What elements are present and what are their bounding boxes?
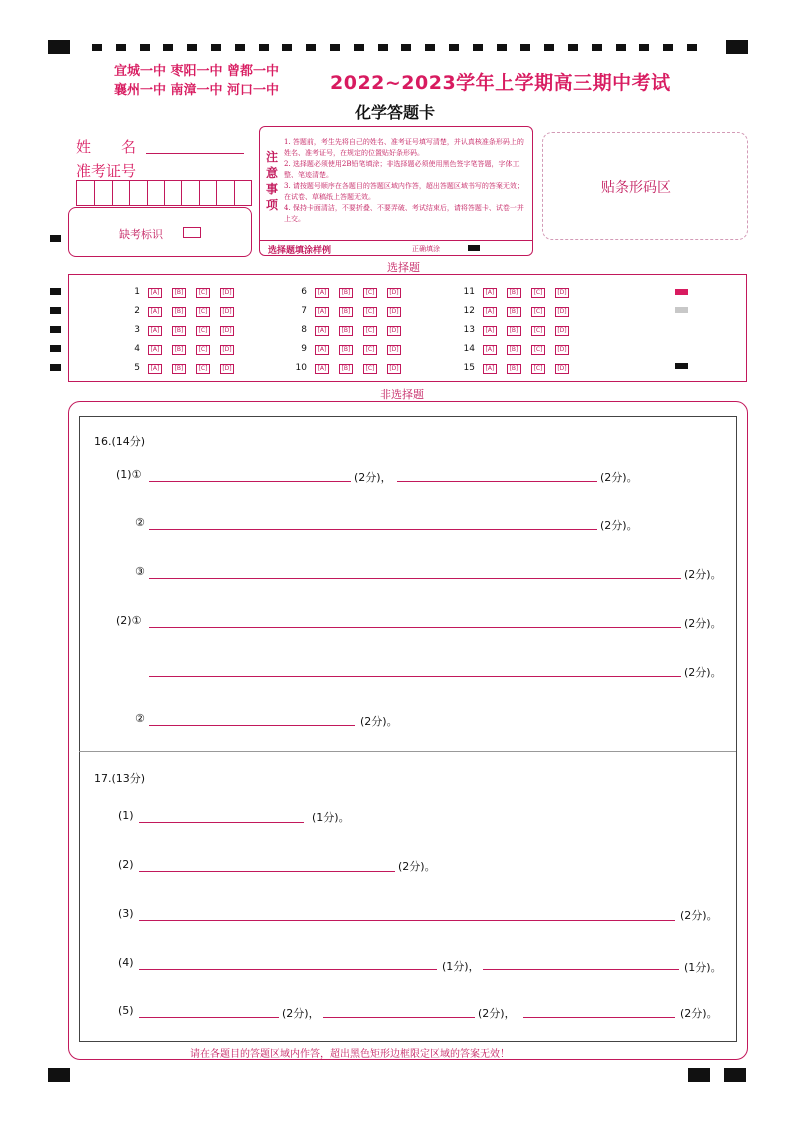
choice-option-d[interactable]: [D] bbox=[387, 288, 401, 298]
q16-2-2-label: ② bbox=[135, 712, 145, 725]
timing-dash bbox=[592, 44, 602, 51]
q17-3-blank[interactable] bbox=[139, 920, 675, 921]
exam-no-cell-divider bbox=[147, 181, 148, 205]
timing-dash bbox=[639, 44, 649, 51]
choice-number: 2 bbox=[134, 306, 140, 316]
q17-1-score: (1分)。 bbox=[312, 811, 350, 824]
barcode-area bbox=[542, 132, 748, 240]
school-row-2: 襄州一中 南漳一中 河口一中 bbox=[114, 83, 280, 98]
q16-1-2-label: ② bbox=[135, 516, 145, 529]
sample-label: 选择题填涂样例 bbox=[268, 246, 332, 256]
choice-option-b[interactable]: [B] bbox=[507, 326, 521, 336]
timing-dash bbox=[282, 44, 292, 51]
choice-option-b[interactable]: [B] bbox=[172, 364, 186, 374]
choice-option-a[interactable]: [A] bbox=[148, 345, 162, 355]
choice-section-label: 选择题 bbox=[387, 261, 420, 274]
timing-dash bbox=[544, 44, 554, 51]
pink-mark bbox=[675, 289, 688, 295]
school-list bbox=[114, 62, 279, 100]
choice-option-c[interactable]: [C] bbox=[196, 288, 210, 298]
q16-q17-divider bbox=[79, 751, 736, 752]
choice-option-d[interactable]: [D] bbox=[555, 307, 569, 317]
corner-mark-top-right bbox=[726, 40, 748, 54]
q16-part1-label: (1)① bbox=[116, 468, 142, 481]
timing-dash bbox=[449, 44, 459, 51]
choice-number: 11 bbox=[463, 287, 475, 297]
barcode-label: 贴条形码区 bbox=[601, 180, 671, 196]
black-mark bbox=[675, 363, 688, 369]
school-row-1: 宜城一中 枣阳一中 曾都一中 bbox=[114, 64, 280, 79]
q17-5-score-c: (2分)。 bbox=[680, 1007, 718, 1020]
notice-item-4: 4. 保持卡面清洁，不要折叠、不要弄破、考试结束后，请将答题卡、试卷一并上交。 bbox=[284, 204, 524, 223]
timing-dash bbox=[497, 44, 507, 51]
choice-option-a[interactable]: [A] bbox=[483, 307, 497, 317]
choice-option-d[interactable]: [D] bbox=[555, 364, 569, 374]
timing-dash bbox=[259, 44, 269, 51]
timing-mark-info bbox=[50, 235, 61, 242]
choice-number: 4 bbox=[134, 344, 140, 354]
choice-option-a[interactable]: [A] bbox=[148, 364, 162, 374]
timing-dash bbox=[520, 44, 530, 51]
q17-5-score-a: (2分)， bbox=[282, 1007, 320, 1020]
q16-2-1-blank-a[interactable] bbox=[149, 627, 681, 628]
q17-4-label: (4) bbox=[118, 956, 134, 969]
choice-number: 14 bbox=[463, 344, 475, 354]
notice-divider bbox=[260, 240, 532, 241]
timing-dash bbox=[401, 44, 411, 51]
timing-dash bbox=[616, 44, 626, 51]
timing-dash bbox=[568, 44, 578, 51]
choice-option-d[interactable]: [D] bbox=[555, 326, 569, 336]
exam-no-cell-divider bbox=[129, 181, 130, 205]
choice-option-b[interactable]: [B] bbox=[339, 288, 353, 298]
choice-option-b[interactable]: [B] bbox=[507, 288, 521, 298]
q17-1-label: (1) bbox=[118, 809, 134, 822]
exam-no-label: 准考证号 bbox=[76, 162, 137, 180]
choice-option-d[interactable]: [D] bbox=[220, 288, 234, 298]
choice-box bbox=[68, 274, 747, 382]
timing-dash bbox=[354, 44, 364, 51]
choice-option-a[interactable]: [A] bbox=[483, 288, 497, 298]
q16-2-1-score-b: (2分)。 bbox=[684, 666, 722, 679]
q16-header: 16.(14分) bbox=[94, 435, 146, 448]
q17-5-blank-b[interactable] bbox=[323, 1017, 475, 1018]
gray-mark bbox=[675, 307, 688, 313]
exam-no-cell-divider bbox=[181, 181, 182, 205]
choice-option-c[interactable]: [C] bbox=[531, 364, 545, 374]
notice-item-3: 3. 请按题号顺序在各题目的答题区域内作答，超出答题区域书写的答案无效；在试卷、草稿纸上答题无效。 bbox=[284, 182, 524, 201]
choice-option-d[interactable]: [D] bbox=[387, 326, 401, 336]
timing-dash bbox=[235, 44, 245, 51]
choice-option-a[interactable]: [A] bbox=[315, 345, 329, 355]
choice-option-d[interactable]: [D] bbox=[555, 345, 569, 355]
q16-1-3-blank[interactable] bbox=[149, 578, 681, 579]
q17-3-score: (2分)。 bbox=[680, 909, 718, 922]
q16-1-1-score-a: (2分)， bbox=[354, 471, 392, 484]
q16-2-1-blank-b[interactable] bbox=[149, 676, 681, 677]
corner-mark-bottom-left bbox=[48, 1068, 70, 1082]
choice-option-c[interactable]: [C] bbox=[363, 364, 377, 374]
choice-option-a[interactable]: [A] bbox=[483, 345, 497, 355]
corner-mark-bottom-right-b bbox=[724, 1068, 746, 1082]
timing-dash bbox=[473, 44, 483, 51]
exam-title: 2022~2023学年上学期高三期中考试 bbox=[330, 72, 671, 94]
choice-option-c[interactable]: [C] bbox=[363, 326, 377, 336]
choice-option-b[interactable]: [B] bbox=[339, 345, 353, 355]
choice-option-c[interactable]: [C] bbox=[196, 326, 210, 336]
choice-option-d[interactable]: [D] bbox=[220, 345, 234, 355]
timing-mark-left bbox=[50, 307, 61, 314]
notice-item-2: 2. 选择题必须使用2B铅笔填涂；非选择题必须使用黑色签字笔答题，字体工整、笔迹清楚。 bbox=[284, 160, 520, 179]
choice-number: 15 bbox=[463, 363, 475, 373]
name-label: 姓 名 bbox=[76, 138, 137, 156]
footer-warning: 请在各题目的答题区域内作答，超出黑色矩形边框限定区域的答案无效！ bbox=[190, 1049, 510, 1060]
timing-dash bbox=[140, 44, 150, 51]
choice-option-d[interactable]: [D] bbox=[555, 288, 569, 298]
q16-2-1-score-a: (2分)。 bbox=[684, 617, 722, 630]
timing-dash bbox=[663, 44, 673, 51]
notice-items bbox=[284, 137, 528, 225]
timing-dash bbox=[116, 44, 126, 51]
sheet-subtitle: 化学答题卡 bbox=[355, 103, 436, 122]
q16-part2-label: (2)① bbox=[116, 614, 142, 627]
q16-1-1-blank-a[interactable] bbox=[149, 481, 351, 482]
exam-no-cell-divider bbox=[164, 181, 165, 205]
timing-dash bbox=[330, 44, 340, 51]
timing-dash bbox=[378, 44, 388, 51]
notice-box bbox=[259, 126, 533, 256]
timing-mark-left bbox=[50, 288, 61, 295]
timing-dash bbox=[163, 44, 173, 51]
q16-2-2-score: (2分)。 bbox=[360, 715, 398, 728]
q16-1-3-score: (2分)。 bbox=[684, 568, 722, 581]
exam-no-cell-divider bbox=[94, 181, 95, 205]
timing-mark-left bbox=[50, 364, 61, 371]
choice-option-b[interactable]: [B] bbox=[507, 345, 521, 355]
corner-mark-bottom-right-a bbox=[688, 1068, 710, 1082]
timing-dash bbox=[425, 44, 435, 51]
q17-5-blank-a[interactable] bbox=[139, 1017, 279, 1018]
choice-option-d[interactable]: [D] bbox=[220, 326, 234, 336]
choice-option-c[interactable]: [C] bbox=[196, 364, 210, 374]
choice-option-a[interactable]: [A] bbox=[315, 307, 329, 317]
exam-no-cell-divider bbox=[112, 181, 113, 205]
choice-number: 5 bbox=[134, 363, 140, 373]
q17-1-blank[interactable] bbox=[139, 822, 304, 823]
choice-option-b[interactable]: [B] bbox=[172, 326, 186, 336]
choice-option-a[interactable]: [A] bbox=[148, 326, 162, 336]
choice-option-c[interactable]: [C] bbox=[196, 345, 210, 355]
corner-mark-top-left bbox=[48, 40, 70, 54]
choice-option-d[interactable]: [D] bbox=[387, 364, 401, 374]
q16-1-2-score: (2分)。 bbox=[600, 519, 638, 532]
choice-option-c[interactable]: [C] bbox=[531, 345, 545, 355]
correct-fill-sample bbox=[468, 245, 480, 251]
choice-option-c[interactable]: [C] bbox=[196, 307, 210, 317]
choice-number: 7 bbox=[301, 306, 307, 316]
choice-number: 3 bbox=[134, 325, 140, 335]
q17-3-label: (3) bbox=[118, 907, 134, 920]
choice-number: 9 bbox=[301, 344, 307, 354]
exam-no-grid[interactable] bbox=[76, 180, 252, 206]
q17-4-blank-a[interactable] bbox=[139, 969, 437, 970]
q17-2-label: (2) bbox=[118, 858, 134, 871]
q17-4-blank-b[interactable] bbox=[483, 969, 679, 970]
q16-1-2-blank[interactable] bbox=[149, 529, 597, 530]
choice-option-a[interactable]: [A] bbox=[483, 364, 497, 374]
choice-option-a[interactable]: [A] bbox=[483, 326, 497, 336]
q17-5-blank-c[interactable] bbox=[523, 1017, 675, 1018]
choice-option-b[interactable]: [B] bbox=[339, 326, 353, 336]
absent-label: 缺考标识 bbox=[119, 228, 163, 241]
choice-option-c[interactable]: [C] bbox=[531, 326, 545, 336]
choice-option-a[interactable]: [A] bbox=[315, 364, 329, 374]
choice-option-b[interactable]: [B] bbox=[172, 345, 186, 355]
choice-option-c[interactable]: [C] bbox=[363, 345, 377, 355]
choice-number: 12 bbox=[463, 306, 475, 316]
choice-option-d[interactable]: [D] bbox=[387, 307, 401, 317]
choice-option-a[interactable]: [A] bbox=[148, 307, 162, 317]
q17-2-blank[interactable] bbox=[139, 871, 395, 872]
absent-checkbox[interactable] bbox=[183, 227, 201, 238]
absent-box bbox=[68, 207, 252, 257]
choice-option-c[interactable]: [C] bbox=[363, 307, 377, 317]
timing-dash bbox=[211, 44, 221, 51]
q16-2-2-blank[interactable] bbox=[149, 725, 355, 726]
choice-option-b[interactable]: [B] bbox=[339, 364, 353, 374]
choice-option-b[interactable]: [B] bbox=[172, 307, 186, 317]
q17-4-score-b: (1分)。 bbox=[684, 961, 722, 974]
q16-1-1-score-b: (2分)。 bbox=[600, 471, 638, 484]
q17-4-score-a: (1分)， bbox=[442, 960, 480, 973]
choice-option-d[interactable]: [D] bbox=[220, 307, 234, 317]
q17-header: 17.(13分) bbox=[94, 772, 146, 785]
choice-option-a[interactable]: [A] bbox=[315, 288, 329, 298]
choice-option-a[interactable]: [A] bbox=[315, 326, 329, 336]
timing-dash bbox=[187, 44, 197, 51]
correct-fill-label: 正确填涂 bbox=[412, 245, 440, 253]
q16-1-3-label: ③ bbox=[135, 565, 145, 578]
choice-option-d[interactable]: [D] bbox=[387, 345, 401, 355]
choice-option-b[interactable]: [B] bbox=[507, 364, 521, 374]
choice-option-b[interactable]: [B] bbox=[172, 288, 186, 298]
notice-item-1: 1. 答题前，考生先将自己的姓名、准考证号填写清楚，并认真核准条形码上的姓名、准考证号，在规定的位置贴好条形码。 bbox=[284, 138, 524, 157]
choice-option-b[interactable]: [B] bbox=[339, 307, 353, 317]
nonchoice-section-label: 非选择题 bbox=[380, 388, 424, 401]
choice-option-c[interactable]: [C] bbox=[363, 288, 377, 298]
choice-option-c[interactable]: [C] bbox=[531, 288, 545, 298]
exam-no-cell-divider bbox=[199, 181, 200, 205]
timing-dash bbox=[92, 44, 102, 51]
choice-number: 13 bbox=[463, 325, 475, 335]
choice-option-c[interactable]: [C] bbox=[531, 307, 545, 317]
choice-number: 6 bbox=[301, 287, 307, 297]
q17-2-score: (2分)。 bbox=[398, 860, 436, 873]
q17-5-label: (5) bbox=[118, 1004, 134, 1017]
choice-option-d[interactable]: [D] bbox=[220, 364, 234, 374]
timing-dash bbox=[687, 44, 697, 51]
choice-number: 1 bbox=[134, 287, 140, 297]
choice-number: 8 bbox=[301, 325, 307, 335]
choice-number: 10 bbox=[295, 363, 307, 373]
timing-mark-left bbox=[50, 326, 61, 333]
exam-no-cell-divider bbox=[234, 181, 235, 205]
exam-no-cell-divider bbox=[216, 181, 217, 205]
notice-title: 注意事项 bbox=[266, 150, 279, 212]
q17-5-score-b: (2分)， bbox=[478, 1007, 516, 1020]
name-field[interactable] bbox=[146, 153, 244, 154]
choice-option-b[interactable]: [B] bbox=[507, 307, 521, 317]
q16-1-1-blank-b[interactable] bbox=[397, 481, 597, 482]
timing-dash bbox=[306, 44, 316, 51]
choice-option-a[interactable]: [A] bbox=[148, 288, 162, 298]
timing-mark-left bbox=[50, 345, 61, 352]
nonchoice-inner bbox=[79, 416, 737, 1042]
